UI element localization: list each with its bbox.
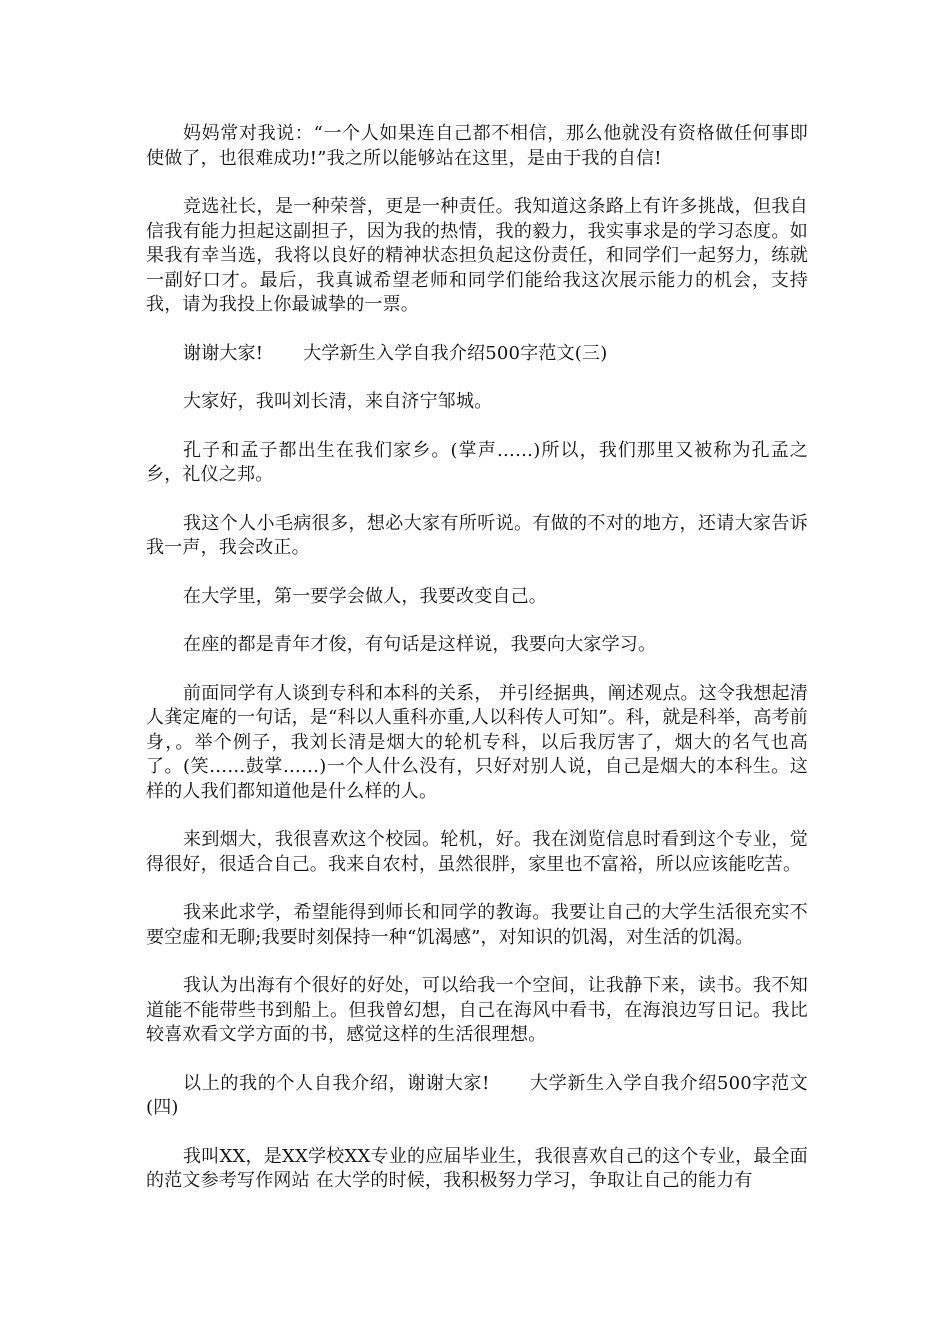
paragraph-greeting: 大家好，我叫刘长清，来自济宁邹城。 bbox=[183, 391, 493, 412]
paragraph-graduate-intro: 我叫XX，是XX学校XX专业的应届毕业生，我很喜欢自己的这个专业，最全面的范文参考写作网站 在大学的时候，我积极努力学习，争取让自己的能力有 bbox=[146, 1145, 808, 1191]
paragraph-shortcomings: 我这个人小毛病很多，想必大家有所听说。有做的不对的地方，还请大家告诉我一声，我会改正。 bbox=[146, 512, 808, 558]
closing-text: 以上的我的个人自我介绍，谢谢大家! bbox=[183, 1072, 490, 1094]
section-heading-3: 大学新生入学自我介绍500字范文(三) bbox=[303, 342, 608, 364]
paragraph-going-to-sea: 我认为出海有个很好的好处，可以给我一个空间，让我静下来，读书。我不知道能不能带些书到船上。但我曾幻想，自己在海风中看书，在海浪边写日记。我比较喜欢看文学方面的书，感觉这样的生活很理想。 bbox=[146, 975, 808, 1045]
section-heading-4: 大学新生入学自我介绍500字范文(四) bbox=[146, 1072, 808, 1118]
paragraph-specialty-vs-bachelor: 前面同学有人谈到专科和本科的关系， 并引经据典，阐述观点。这令我想起清人龚定庵的一句话，是“科以人重科亦重,人以科传人可知”。科，就是科举，高考前身，。举个例子，我刘长清是烟大的轮机专科，以后我厉害了，烟大的名气也高了。(笑……鼓掌……)一个人什么没有，只好对别人说，自己是烟大的本科生。这样的人我们都知道他是什么样的人。 bbox=[146, 682, 808, 802]
paragraph-thanks-and-heading-3 bbox=[146, 342, 808, 367]
paragraph-learn-to-be-human: 在大学里，第一要学会做人，我要改变自己。 bbox=[183, 585, 547, 607]
paragraph-self-confidence: 妈妈常对我说：“一个人如果连自己都不相信，那么他就没有资格做任何事即使做了，也很难成功!”我之所以能够站在这里，是由于我的自信! bbox=[146, 123, 808, 169]
document-page bbox=[146, 122, 808, 1218]
thanks-text: 谢谢大家! bbox=[183, 342, 264, 364]
paragraph-election-responsibility: 竞选社长，是一种荣誉，更是一种责任。我知道这条路上有许多挑战，但我自信我有能力担起这副担子，因为我的热情，我的毅力，我实事求是的学习态度。如果我有幸当选，我将以良好的精神状态担负起这份责任，和同学们一起努力，练就一副好口才。最后，我真诚希望老师和同学们能给我这次展示能力的机会，支持我，请为我投上你最诚挚的一票。 bbox=[146, 196, 808, 315]
paragraph-campus: 来到烟大，我很喜欢这个校园。轮机，好。我在浏览信息时看到这个专业，觉得很好，很适合自己。我来自农村，虽然很胖，家里也不富裕，所以应该能吃苦。 bbox=[146, 829, 808, 875]
paragraph-learn-from-peers: 在座的都是青年才俊，有句话是这样说，我要向大家学习。 bbox=[183, 634, 657, 655]
paragraph-study-goals: 我来此求学，希望能得到师长和同学的教诲。我要让自己的大学生活很充实不要空虚和无聊;我要时刻保持一种“饥渴感”，对知识的饥渴，对生活的饥渴。 bbox=[146, 902, 808, 948]
paragraph-closing-and-heading-4 bbox=[146, 1072, 808, 1121]
paragraph-hometown: 孔子和孟子都出生在我们家乡。(掌声……)所以，我们那里又被称为孔孟之乡，礼仪之邦。 bbox=[146, 439, 808, 485]
